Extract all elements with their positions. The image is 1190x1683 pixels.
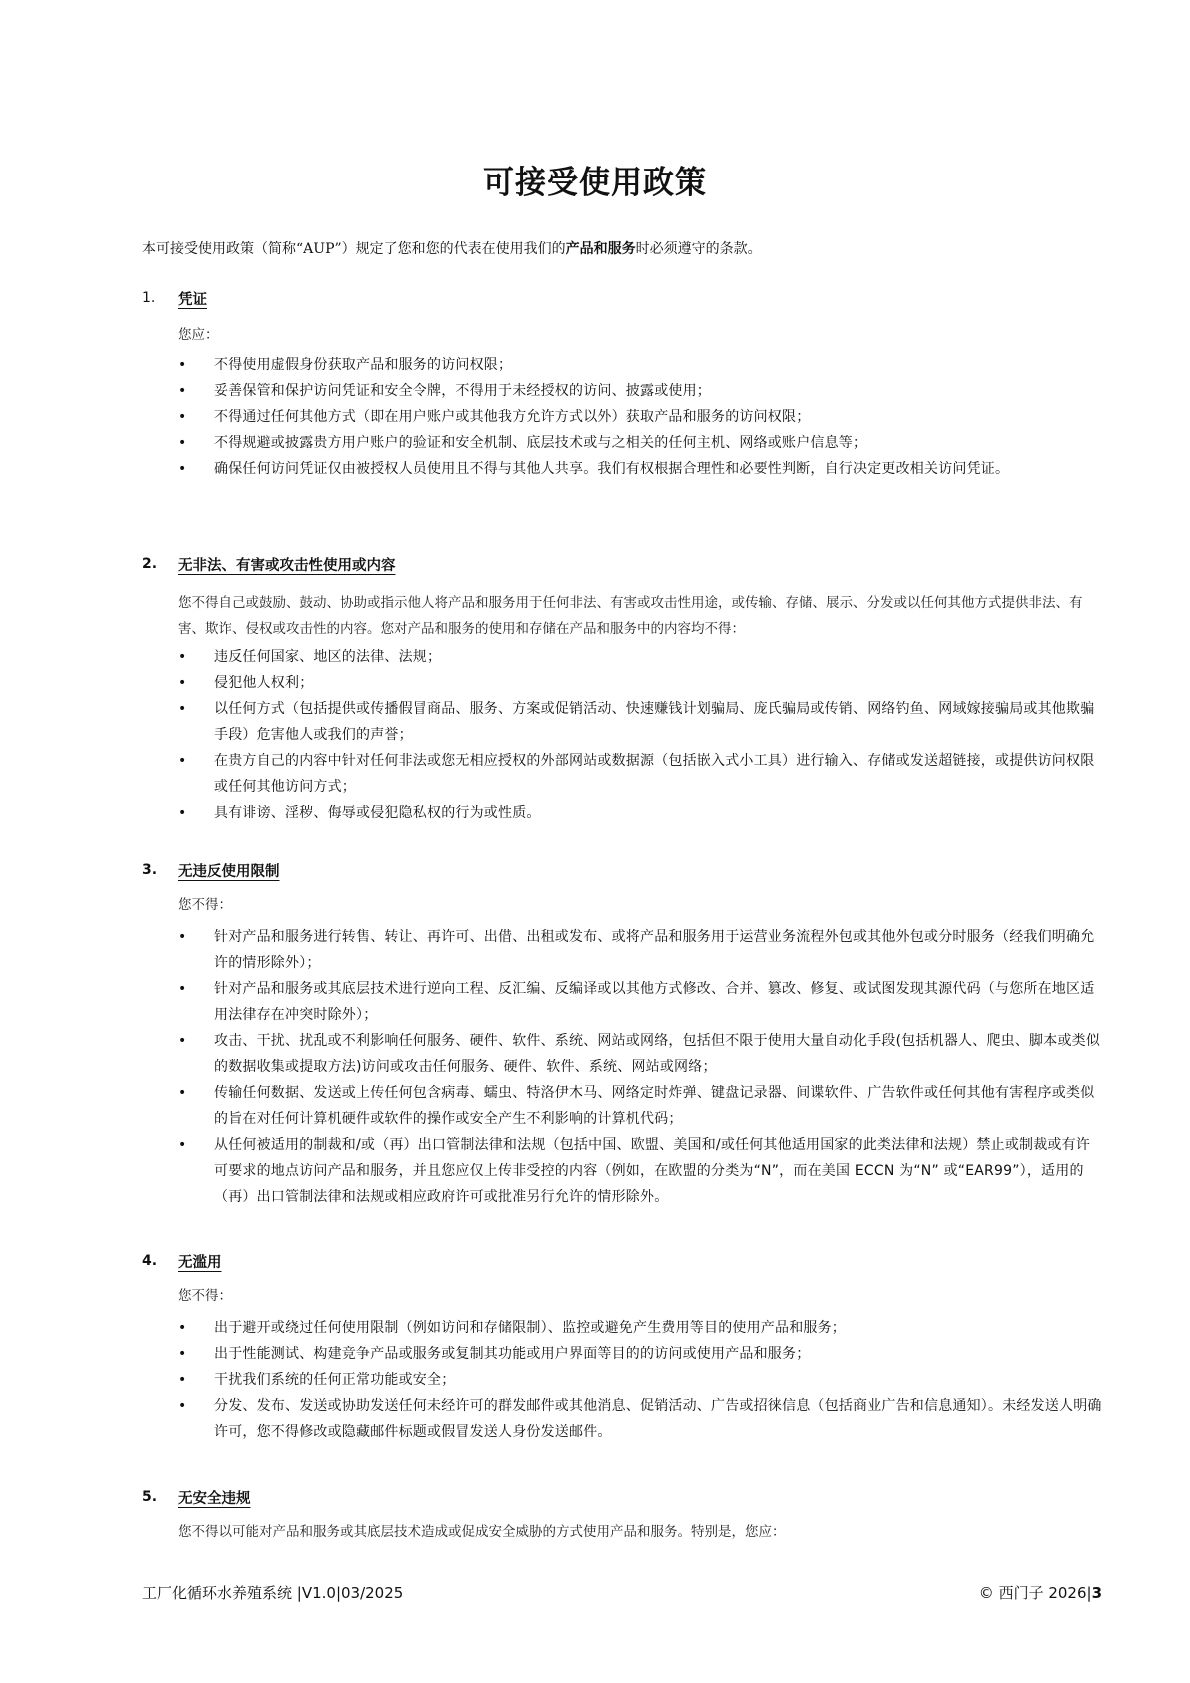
footer-document-info: 工厂化循环水养殖系统 |V1.0|03/2025 bbox=[142, 1584, 404, 1602]
section-title: 凭证 bbox=[178, 291, 207, 308]
section-lead: 您不得： bbox=[178, 1288, 232, 1304]
page-title: 可接受使用政策 bbox=[483, 165, 707, 201]
bullet-list bbox=[142, 352, 1102, 482]
list-item: • 以任何方式（包括提供或传播假冒商品、服务、方案或促销活动、快速赚钱计划骗局、庞氏骗局或传销、网络钓鱼、网域嫁接骗局或其他欺骗手段）危害他人或我们的声誉； bbox=[142, 696, 1102, 748]
list-item: • 确保任何访问凭证仅由被授权人员使用且不得与其他人共享。我们有权根据合理性和必要性判断，自行决定更改相关访问凭证。 bbox=[142, 456, 1102, 482]
intro-bold-term: 产品和服务 bbox=[565, 241, 636, 257]
list-item: • 从任何被适用的制裁和/或（再）出口管制法律和法规（包括中国、欧盟、美国和/或任何其他适用国家的此类法律和法规）禁止或制裁或有许可要求的地点访问产品和服务，并且您应仅上传非受控的内容（例如，在欧盟的分类为“N”，而在美国 ECCN 为“N” 或“EAR99”），适用的（再）出口管制法律和法规或相应政府许可或批准另行允许的情形除外。 bbox=[142, 1132, 1102, 1210]
section-title: 无滥用 bbox=[178, 1254, 222, 1271]
section-heading bbox=[142, 552, 1102, 576]
list-item: • 出于避开或绕过任何使用限制（例如访问和存储限制）、监控或避免产生费用等目的使用产品和服务； bbox=[142, 1315, 1102, 1341]
section-no-security-violations bbox=[142, 1485, 1102, 1545]
page-number: 3 bbox=[1091, 1584, 1102, 1602]
list-item: • 具有诽谤、淫秽、侮辱或侵犯隐私权的行为或性质。 bbox=[142, 800, 1102, 826]
section-no-abuse bbox=[142, 1249, 1102, 1445]
section-title: 无安全违规 bbox=[178, 1490, 251, 1507]
list-item: • 针对产品和服务或其底层技术进行逆向工程、反汇编、反编译或以其他方式修改、合并、篡改、修复、或试图发现其源代码（与您所在地区适用法律存在冲突时除外）； bbox=[142, 976, 1102, 1028]
section-lead: 您不得自己或鼓励、鼓动、协助或指示他人将产品和服务用于任何非法、有害或攻击性用途，或传输、存储、展示、分发或以任何其他方式提供非法、有害、欺诈、侵权或攻击性的内容。您对产品和服务的使用和存储在产品和服务中的内容均不得： bbox=[178, 595, 1083, 637]
intro-suffix: 时必须遵守的条款。 bbox=[635, 241, 762, 257]
bullet-list bbox=[142, 1315, 1102, 1445]
footer-copyright-text: © 西门子 2026| bbox=[978, 1584, 1092, 1602]
section-number: 1. bbox=[142, 290, 156, 306]
section-credentials bbox=[142, 286, 1102, 482]
section-title: 无非法、有害或攻击性使用或内容 bbox=[178, 557, 396, 574]
list-item: • 侵犯他人权利； bbox=[142, 670, 1102, 696]
intro-paragraph bbox=[142, 238, 762, 258]
list-item: • 在贵方自己的内容中针对任何非法或您无相应授权的外部网站或数据源（包括嵌入式小工具）进行输入、存储或发送超链接，或提供访问权限或任何其他访问方式； bbox=[142, 748, 1102, 800]
list-item: • 不得规避或披露贵方用户账户的验证和安全机制、底层技术或与之相关的任何主机、网络或账户信息等； bbox=[142, 430, 1102, 456]
list-item: • 分发、发布、发送或协助发送任何未经许可的群发邮件或其他消息、促销活动、广告或招徕信息（包括商业广告和信息通知）。未经发送人明确许可，您不得修改或隐藏邮件标题或假冒发送人身份发送邮件。 bbox=[142, 1393, 1102, 1445]
section-heading bbox=[142, 858, 1102, 882]
section-number: 3. bbox=[142, 862, 158, 878]
list-item: • 违反任何国家、地区的法律、法规； bbox=[142, 644, 1102, 670]
list-item: • 干扰我们系统的任何正常功能或安全； bbox=[142, 1367, 1102, 1393]
page-footer bbox=[142, 1582, 1102, 1603]
section-heading bbox=[142, 286, 1102, 310]
list-item: • 不得使用虚假身份获取产品和服务的访问权限； bbox=[142, 352, 1102, 378]
list-item: • 出于性能测试、构建竞争产品或服务或复制其功能或用户界面等目的的访问或使用产品和服务； bbox=[142, 1341, 1102, 1367]
section-no-illegal-use bbox=[142, 552, 1102, 826]
bullet-list bbox=[142, 644, 1102, 826]
section-number: 2. bbox=[142, 556, 158, 572]
section-lead: 您应： bbox=[178, 327, 219, 343]
intro-prefix: 本可接受使用政策（简称“AUP”）规定了您和您的代表在使用我们的 bbox=[142, 241, 566, 257]
list-item: • 不得通过任何其他方式（即在用户账户或其他我方允许方式以外）获取产品和服务的访问权限； bbox=[142, 404, 1102, 430]
section-lead: 您不得以可能对产品和服务或其底层技术造成或促成安全威胁的方式使用产品和服务。特别是，您应： bbox=[178, 1524, 786, 1540]
section-heading bbox=[142, 1485, 1102, 1509]
bullet-list bbox=[142, 924, 1102, 1210]
section-lead: 您不得： bbox=[178, 897, 232, 913]
footer-copyright bbox=[979, 1582, 1102, 1603]
section-usage-restrictions bbox=[142, 858, 1102, 1210]
section-number: 4. bbox=[142, 1253, 158, 1269]
section-heading bbox=[142, 1249, 1102, 1273]
list-item: • 攻击、干扰、扰乱或不利影响任何服务、硬件、软件、系统、网站或网络，包括但不限于使用大量自动化手段(包括机器人、爬虫、脚本或类似的数据收集或提取方法)访问或攻击任何服务、硬件、软件、系统、网站或网络； bbox=[142, 1028, 1102, 1080]
list-item: • 传输任何数据、发送或上传任何包含病毒、蠕虫、特洛伊木马、网络定时炸弹、键盘记录器、间谍软件、广告软件或任何其他有害程序或类似的旨在对任何计算机硬件或软件的操作或安全产生不利影响的计算机代码； bbox=[142, 1080, 1102, 1132]
section-title: 无违反使用限制 bbox=[178, 863, 280, 880]
list-item: • 针对产品和服务进行转售、转让、再许可、出借、出租或发布、或将产品和服务用于运营业务流程外包或其他外包或分时服务（经我们明确允许的情形除外）； bbox=[142, 924, 1102, 976]
list-item: • 妥善保管和保护访问凭证和安全令牌，不得用于未经授权的访问、披露或使用； bbox=[142, 378, 1102, 404]
section-number: 5. bbox=[142, 1489, 158, 1505]
